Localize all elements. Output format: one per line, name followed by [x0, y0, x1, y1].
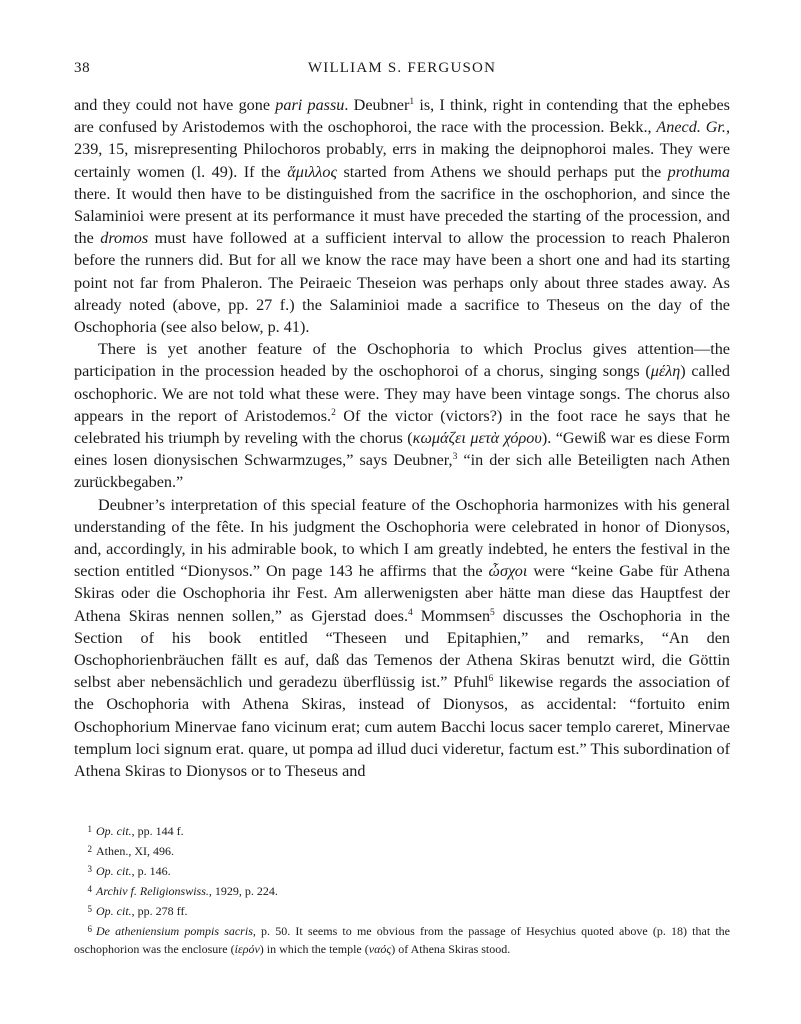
text-run: “in der sich alle Beteiligten nach Athen zurückbegaben.”	[74, 451, 730, 492]
italic-text: κωμάζει μετὰ χόρου	[412, 429, 542, 448]
footnote-ref: 5	[490, 607, 495, 618]
footnote	[74, 840, 730, 860]
text-run: started from Athens we should perhaps put the	[337, 162, 668, 181]
italic-text: μέλη	[650, 362, 681, 381]
italic-text: dromos	[100, 229, 149, 248]
footnote-number: 5	[87, 904, 92, 914]
text-run: , p. 50. It seems to me obvious from the passage of Hesychius quoted above (p. 18) that the oschophorion was the enclosure (	[74, 924, 731, 956]
text-run: , p. 146.	[131, 864, 171, 878]
body-text	[74, 94, 730, 782]
footnote	[74, 860, 730, 880]
text-run: likewise regards the association of the Oschophoria with Athena Skiras, instead of Dionysos, as accidental: “fortuito enim Oschophorium Minervae fano vicinum erat; cum autem Bacchi locus sacer templo careret, Minervae templum loci signum erat. quare, ut pompa ad illud duci videretur, factum est.” This subordination of Athena Skiras to Dionysos or to Theseus and	[74, 673, 730, 781]
footnote-number: 3	[87, 864, 92, 874]
text-run: were “keine Gabe für Athena Skiras oder die Oschophoria ihr Fest. Am allerwenigsten aber hätte man diese das Hauptfest der Athena Skiras nennen sollen,” as Gjerstad does.	[74, 562, 730, 625]
text-run: and they could not have gone	[74, 96, 276, 114]
text-run: is, I think, right in contending that the ephebes are confused by Aristodemos with the oschophoroi, the race with the procession. Bekk.,	[74, 96, 730, 137]
page	[74, 56, 730, 782]
footnote-number: 6	[87, 924, 92, 934]
text-run: , pp. 278 ff.	[131, 904, 188, 918]
text-run: ) called oschophoric. We are not told what these were. They may have been vintage songs. The chorus also appears in the report of Aristodemos.	[74, 362, 730, 425]
footnote	[74, 880, 730, 900]
footnote-number: 1	[87, 824, 92, 834]
text-run: Deubner’s interpretation of this special feature of the Oschophoria harmonizes with his general understanding of the fête. In his judgment the Oschophoria were celebrated in honor of Dionysos, and, accordingly, in his admirable book, to which I am greatly indebted, he enters the festival in the section entitled “Dionysos.” On page 143 he affirms that the	[74, 495, 730, 581]
italic-text: prothuma	[667, 162, 730, 181]
page-number: 38	[74, 60, 91, 76]
italic-text: Anecd. Gr.	[656, 118, 726, 137]
italic-text: ναός	[368, 942, 392, 956]
italic-text: pari passu	[275, 96, 345, 114]
italic-text: ὦσχοι	[488, 562, 528, 581]
italic-text: Op. cit.	[96, 904, 132, 918]
footnote-ref: 6	[488, 674, 494, 685]
text-run: , 239, 15, misrepresenting Philochoros probably, errs in making the deipnophoroi males. They were certainly women (l. 49). If the	[74, 118, 730, 181]
footnote-number: 4	[87, 884, 92, 894]
text-run: . Deubner	[344, 96, 410, 114]
italic-text: Archiv f. Religionswiss.	[96, 884, 209, 898]
text-run: Of the victor (victors?) in the foot race he says that he celebrated his triumph by reveling with the chorus (	[74, 406, 731, 448]
italic-text: Op. cit.	[96, 864, 132, 878]
italic-text: ἱερόν	[234, 942, 260, 956]
paragraph	[74, 94, 730, 338]
text-run: There is yet another feature of the Oschophoria to which Proclus gives attention—the participation in the procession headed by the oschophoroi of a chorus, singing songs (	[74, 340, 730, 381]
footnotes	[74, 820, 730, 958]
footnote-number: 2	[87, 844, 92, 854]
text-run: , 1929, p. 224.	[208, 884, 278, 898]
running-head: WILLIAM S. FERGUSON	[307, 60, 497, 76]
text-run: ) in which the temple (	[259, 942, 369, 956]
footnote-ref: 4	[408, 607, 413, 618]
paragraph	[74, 338, 730, 493]
footnote	[74, 900, 730, 920]
text-run: must have followed at a sufficient interval to allow the procession to reach Phaleron before the runners did. But for all we know the race may have been a short one and had its starting point not far from Phaleron. The Peiraeic Theseion was perhaps only about three stades away. As already noted (above, pp. 27 f.) the Salaminioi made a sacrifice to Theseus on the day of the Oschophoria (see also below, p. 41).	[74, 229, 730, 337]
footnote-ref: 2	[331, 407, 336, 418]
page-header	[74, 56, 730, 86]
footnote	[74, 820, 730, 840]
italic-text: ἅμιλλος	[287, 162, 338, 181]
text-run: ). “Gewiß war es diese Form eines losen dionysischen Schwarmzuges,” says Deubner,	[74, 429, 730, 470]
text-run: Athen., XI, 496.	[96, 844, 174, 858]
text-run: there. It would then have to be distinguished from the sacrifice in the oschophorion, and since the Salaminioi were present at its performance it must have preceded the starting of the procession, and the	[74, 184, 730, 248]
paragraph	[74, 494, 730, 783]
footnote-ref: 1	[409, 97, 415, 107]
footnote-ref: 3	[452, 452, 458, 463]
text-run: Mommsen	[412, 606, 491, 625]
footnote	[74, 920, 730, 958]
italic-text: De atheniensium pompis sacris	[96, 924, 253, 938]
text-run: discusses the Oschophoria in the Section of his book entitled “Theseen und Epitaphien,” and remarks, “An den Oschophorienbräuchen fällt es auf, daß das Temenos der Athena Skiras benutzt wird, die Göttin selbst aber nebensächlich und geradezu überflüssig ist.” Pfuhl	[74, 606, 730, 692]
text-run: , pp. 144 f.	[131, 824, 184, 838]
italic-text: Op. cit.	[96, 824, 132, 838]
text-run: ) of Athena Skiras stood.	[391, 942, 511, 956]
